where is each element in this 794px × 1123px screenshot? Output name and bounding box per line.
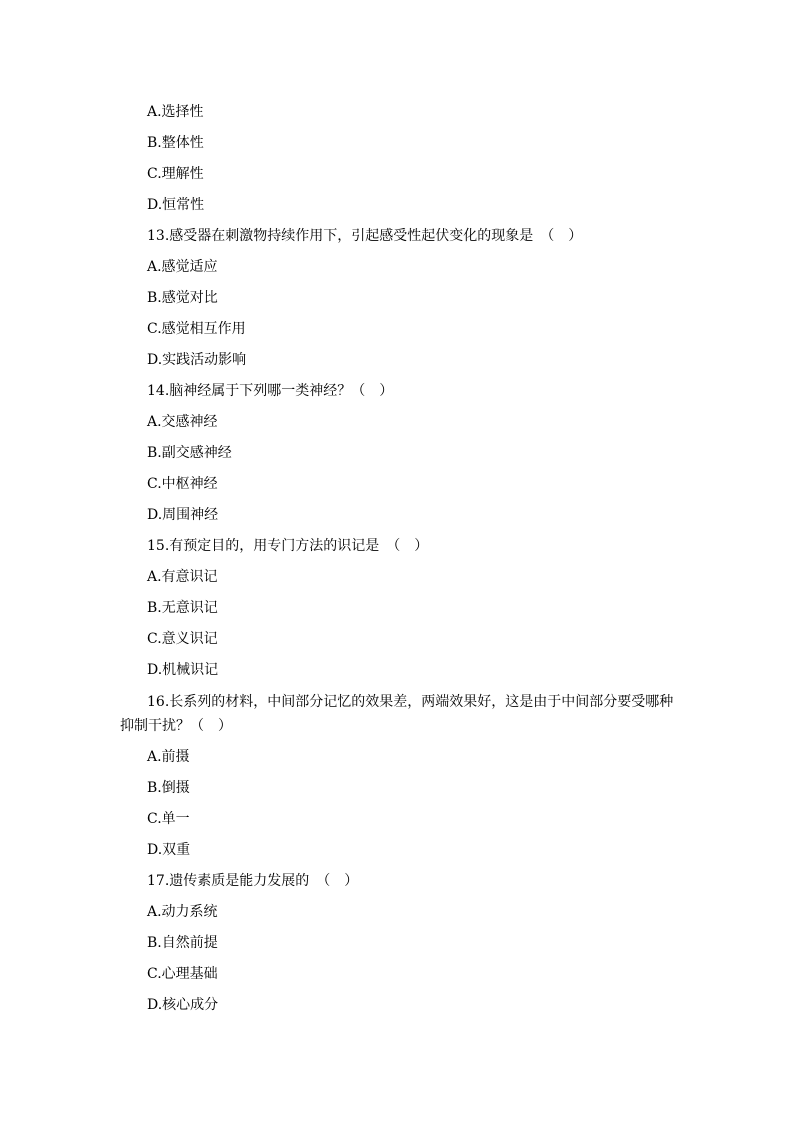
q16-option-b: B.倒摄 bbox=[147, 780, 190, 796]
q17-option-a: A.动力系统 bbox=[147, 904, 218, 920]
q14-option-a: A.交感神经 bbox=[147, 414, 218, 430]
q14-option-b: B.副交感神经 bbox=[147, 445, 232, 461]
q17-option-d: D.核心成分 bbox=[147, 997, 219, 1013]
q14-question: 14.脑神经属于下列哪一类神经？（ ） bbox=[147, 383, 394, 399]
q16-option-c: C.单一 bbox=[147, 811, 190, 827]
q15-option-a: A.有意识记 bbox=[147, 569, 218, 585]
q14-option-d: D.周围神经 bbox=[147, 507, 219, 523]
q16-question-line1: 16.长系列的材料，中间部分记忆的效果差，两端效果好，这是由于中间部分要受哪种 bbox=[147, 694, 674, 710]
q13-question: 13.感受器在刺激物持续作用下，引起感受性起伏变化的现象是 （ ） bbox=[147, 228, 583, 244]
q12-option-c: C.理解性 bbox=[147, 166, 204, 182]
q15-option-d: D.机械识记 bbox=[147, 662, 219, 678]
q14-option-c: C.中枢神经 bbox=[147, 476, 218, 492]
q12-option-a: A.选择性 bbox=[147, 104, 204, 120]
q15-option-b: B.无意识记 bbox=[147, 600, 218, 616]
q13-option-c: C.感觉相互作用 bbox=[147, 321, 246, 337]
q13-option-d: D.实践活动影响 bbox=[147, 352, 247, 368]
q13-option-a: A.感觉适应 bbox=[147, 259, 218, 275]
q17-option-c: C.心理基础 bbox=[147, 966, 218, 982]
q17-option-b: B.自然前提 bbox=[147, 935, 218, 951]
q15-question: 15.有预定目的，用专门方法的识记是 （ ） bbox=[147, 538, 429, 554]
q13-option-b: B.感觉对比 bbox=[147, 290, 218, 306]
q12-option-d: D.恒常性 bbox=[147, 197, 205, 213]
q16-question-line2: 抑制干扰？（ ） bbox=[120, 718, 232, 734]
q15-option-c: C.意义识记 bbox=[147, 631, 218, 647]
q12-option-b: B.整体性 bbox=[147, 135, 204, 151]
q16-option-d: D.双重 bbox=[147, 842, 191, 858]
q16-option-a: A.前摄 bbox=[147, 749, 190, 765]
q17-question: 17.遗传素质是能力发展的 （ ） bbox=[147, 873, 359, 889]
